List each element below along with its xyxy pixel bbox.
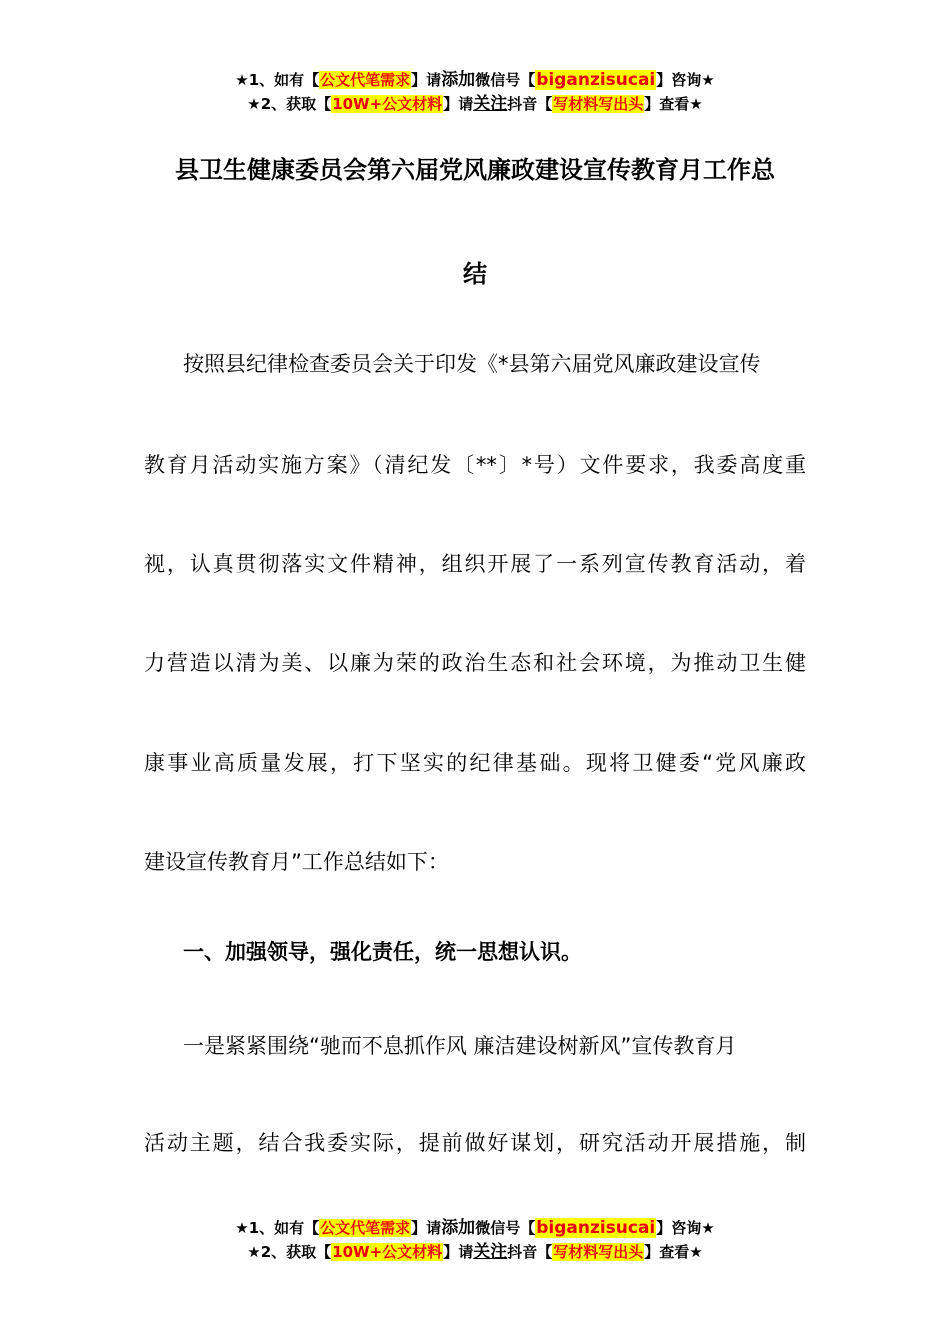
banner-highlight: 10W+公文材料 (332, 95, 443, 113)
body-line: 按照县纪律检查委员会关于印发《*县第六届党风廉政建设宣传 (183, 352, 761, 376)
banner-text: 】咨询★ (656, 71, 715, 89)
document-title-continued: 结 (463, 260, 487, 288)
banner-text: ★1、如有【 (235, 71, 320, 89)
banner-line-1 (0, 1216, 950, 1240)
banner-highlight: 写材料写出头 (553, 95, 644, 113)
banner-text: 抖音【 (507, 95, 553, 113)
banner-line-2 (0, 92, 950, 116)
body-line: 康事业高质量发展，打下坚实的纪律基础。现将卫健委“党风廉政 (144, 751, 806, 775)
banner-wechat-id: biganzisucai (536, 70, 656, 90)
body-line: 一是紧紧围绕“驰而不息抓作风 廉洁建设树新风”宣传教育月 (183, 1034, 737, 1058)
banner-highlight: 公文代笔需求 (320, 1219, 411, 1237)
banner-line-1 (0, 68, 950, 92)
body-line: 教育月活动实施方案》（清纪发〔**〕*号）文件要求，我委高度重 (144, 453, 806, 477)
banner-text: 】查看★ (644, 1243, 703, 1261)
banner-text: 微信号【 (475, 1219, 536, 1237)
document-title: 县卫生健康委员会第六届党风廉政建设宣传教育月工作总 (175, 156, 775, 184)
banner-highlight: 10W+公文材料 (332, 1243, 443, 1261)
body-line: 力营造以清为美、以廉为荣的政治生态和社会环境，为推动卫生健 (144, 651, 806, 675)
body-line: 活动主题，结合我委实际，提前做好谋划，研究活动开展措施，制 (144, 1131, 806, 1155)
banner-line-2 (0, 1240, 950, 1264)
banner-text: 】请 (443, 95, 474, 113)
banner-emphasis: 添加 (441, 70, 476, 90)
banner-text: ★1、如有【 (235, 1219, 320, 1237)
banner-text: ★2、获取【 (247, 1243, 332, 1261)
banner-text: 】请 (443, 1243, 474, 1261)
section-heading: 一、加强领导，强化责任，统一思想认识。 (183, 940, 582, 964)
banner-highlight: 公文代笔需求 (320, 71, 411, 89)
banner-text: 】查看★ (644, 95, 703, 113)
banner-text: 】咨询★ (656, 1219, 715, 1237)
banner-emphasis: 关注 (473, 1242, 508, 1262)
top-banner (0, 68, 950, 116)
banner-wechat-id: biganzisucai (536, 1218, 656, 1238)
banner-text: 抖音【 (507, 1243, 553, 1261)
banner-emphasis: 添加 (441, 1218, 476, 1238)
banner-text: ★2、获取【 (247, 95, 332, 113)
banner-text: 微信号【 (475, 71, 536, 89)
body-line: 视，认真贯彻落实文件精神，组织开展了一系列宣传教育活动，着 (144, 552, 806, 576)
banner-text: 】请 (411, 1219, 442, 1237)
banner-text: 】请 (411, 71, 442, 89)
banner-highlight: 写材料写出头 (553, 1243, 644, 1261)
banner-emphasis: 关注 (473, 94, 508, 114)
bottom-banner (0, 1216, 950, 1264)
body-line: 建设宣传教育月”工作总结如下： (144, 850, 449, 874)
